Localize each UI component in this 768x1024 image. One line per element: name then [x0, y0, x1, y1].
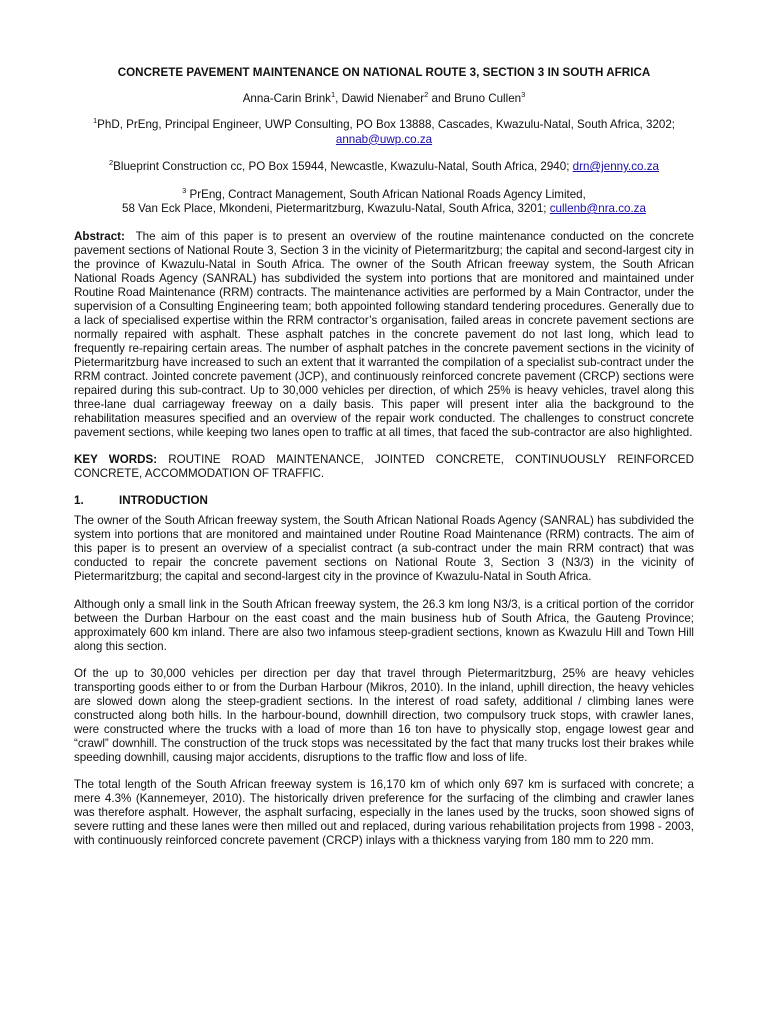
author-marker: 3 [521, 90, 526, 100]
author-list [74, 92, 694, 105]
affiliation-marker: 1 [92, 116, 98, 126]
affiliation-marker: 3 [182, 185, 187, 195]
abstract [74, 230, 694, 441]
body-paragraph: Although only a small link in the South African freeway system, the 26.3 km long N3/3, is a critical portion of the corridor between the Durban Harbour on the east coast and the main business hub of South Africa, the Gauteng Province; approximately 600 km inland. There are also two infamous steep-gradient sections, known as Kwazulu Hill and Town Hill along this section. [74, 597, 694, 653]
affiliation-2 [74, 160, 694, 175]
email-link[interactable]: annab@uwp.co.za [335, 132, 433, 146]
body-paragraph: Of the up to 30,000 vehicles per direction per day that travel through Pietermaritzburg, 25% are heavy vehicles transporting goods either to or from the Durban Harbour (Mikros, 2010). In the inland, uphill direction, the heavy vehicles are slowed down along the steep-gradient sections. In the interest of road safety, additional / climbing lanes were constructed along both hills. In the harbour-bound, downhill direction, two compulsory truck stops, with crawler lanes, were constructed where the trucks with a load of more than 16 ton have to physically stop, engage lowest gear and “crawl” downhill. The construction of the truck stops was necessitated by the fact that many trucks lost their brakes while speeding downhill, causing major accidents, disruptions to the traffic flow and loss of life. [74, 666, 694, 764]
author-marker: 1 [330, 90, 336, 100]
email-link[interactable]: cullenb@nra.co.za [549, 202, 646, 215]
affiliation-text: PhD, PrEng, Principal Engineer, UWP Consulting, PO Box 13888, Cascades, Kwazulu-Natal, South Africa, 3202; [97, 118, 676, 131]
affiliation-3 [74, 185, 694, 217]
keywords [74, 453, 694, 481]
keywords-label: KEY WORDS: [74, 453, 158, 467]
affiliation-text: 58 Van Eck Place, Mkondeni, Pietermaritzburg, Kwazulu-Natal, South Africa, 3201; [122, 202, 550, 215]
section-title: INTRODUCTION [119, 494, 208, 508]
email-link[interactable]: drn@jenny.co.za [572, 160, 659, 173]
author-separator: , [335, 92, 342, 105]
section-number: 1. [74, 494, 84, 508]
author-name: Dawid Nienaber [341, 92, 425, 105]
author-name: Bruno Cullen [454, 92, 522, 105]
affiliation-text: Blueprint Construction cc, PO Box 15944, Newcastle, Kwazulu-Natal, South Africa, 2940; [113, 160, 573, 173]
abstract-text: The aim of this paper is to present an overview of the routine maintenance conducted on the concrete pavement sections of National Route 3, Section 3 in the vicinity of Pietermaritzburg; the capital and second-largest city in the province of Kwazulu-Natal in South Africa. The owner of the South African freeway system, the South African National Roads Agency (SANRAL) has subdivided the system into portions that are monitored and maintained under Routine Road Maintenance (RRM) contracts. The maintenance activities are performed by a Main Contractor, under the supervision of a Consulting Engineering team; both appointed following standard tendering procedures. Generally due to a lack of specialised expertise within the RRM contractor’s organisation, failed areas in concrete pavement sections are normally repaired with asphalt. These asphalt patches in the concrete pavement do not last long, which lead to frequently re-repairing certain areas. The number of asphalt patches in the concrete pavement sections in the vicinity of Pietermaritzburg have increased to such an extent that it warranted the compilation of a specialist sub-contract under the RRM contract. Jointed concrete pavement (JCP), and continuously reinforced concrete pavement (CRCP) sections were repaired during this sub-contract. Up to 30,000 vehicles per direction, of which 25% is heavy vehicles, travel along this three-lane dual carriageway freeway on a daily basis. This paper will present inter alia the background to the rehabilitation measures specified and an overview of the repair work conducted. The challenges to construct concrete pavement sections, while keeping two lanes open to traffic at all times, that faced the sub-contractor are also highlighted. [74, 229, 694, 440]
affiliation-marker: 2 [109, 158, 114, 168]
author-marker: 2 [424, 90, 429, 100]
body-paragraph: The total length of the South African freeway system is 16,170 km of which only 697 km is surfaced with concrete; a mere 4.3% (Kannemeyer, 2010). The historically driven preference for the surfacing of the climbing and crawler lanes was therefore asphalt. However, the asphalt surfacing, especially in the lanes used by the trucks, soon showed signs of severe rutting and these lanes were then milled out and replaced, during various rehabilitation projects from 1998 - 2003, with continuously reinforced concrete pavement (CRCP) inlays with a thickness varying from 180 mm to 220 mm. [74, 778, 694, 848]
keywords-text: ROUTINE ROAD MAINTENANCE, JOINTED CONCRETE, CONTINUOUSLY REINFORCED CONCRETE, ACCOMMODATION OF TRAFFIC. [74, 453, 694, 481]
paper-title: CONCRETE PAVEMENT MAINTENANCE ON NATIONAL ROUTE 3, SECTION 3 IN SOUTH AFRICA [117, 66, 651, 79]
abstract-label: Abstract: [74, 229, 125, 243]
body-paragraph: The owner of the South African freeway system, the South African National Roads Agency (SANRAL) has subdivided the system into portions that are monitored and maintained under Routine Road Maintenance (RRM) contracts. The aim of this paper is to present an overview of a specialist contract (a sub-contract under the main RRM contract) that was conducted to repair the concrete pavement sections on National Route 3, Section 3 (N3/3) in the vicinity of Pietermaritzburg; the capital and second-largest city in the province of Kwazulu-Natal in South Africa. [74, 514, 694, 584]
affiliation-text: PrEng, Contract Management, South African National Roads Agency Limited, [186, 187, 586, 201]
author-separator: and [428, 92, 455, 105]
affiliation-1 [74, 118, 694, 147]
author-name: Anna-Carin Brink [242, 92, 331, 105]
section-heading [74, 494, 694, 507]
